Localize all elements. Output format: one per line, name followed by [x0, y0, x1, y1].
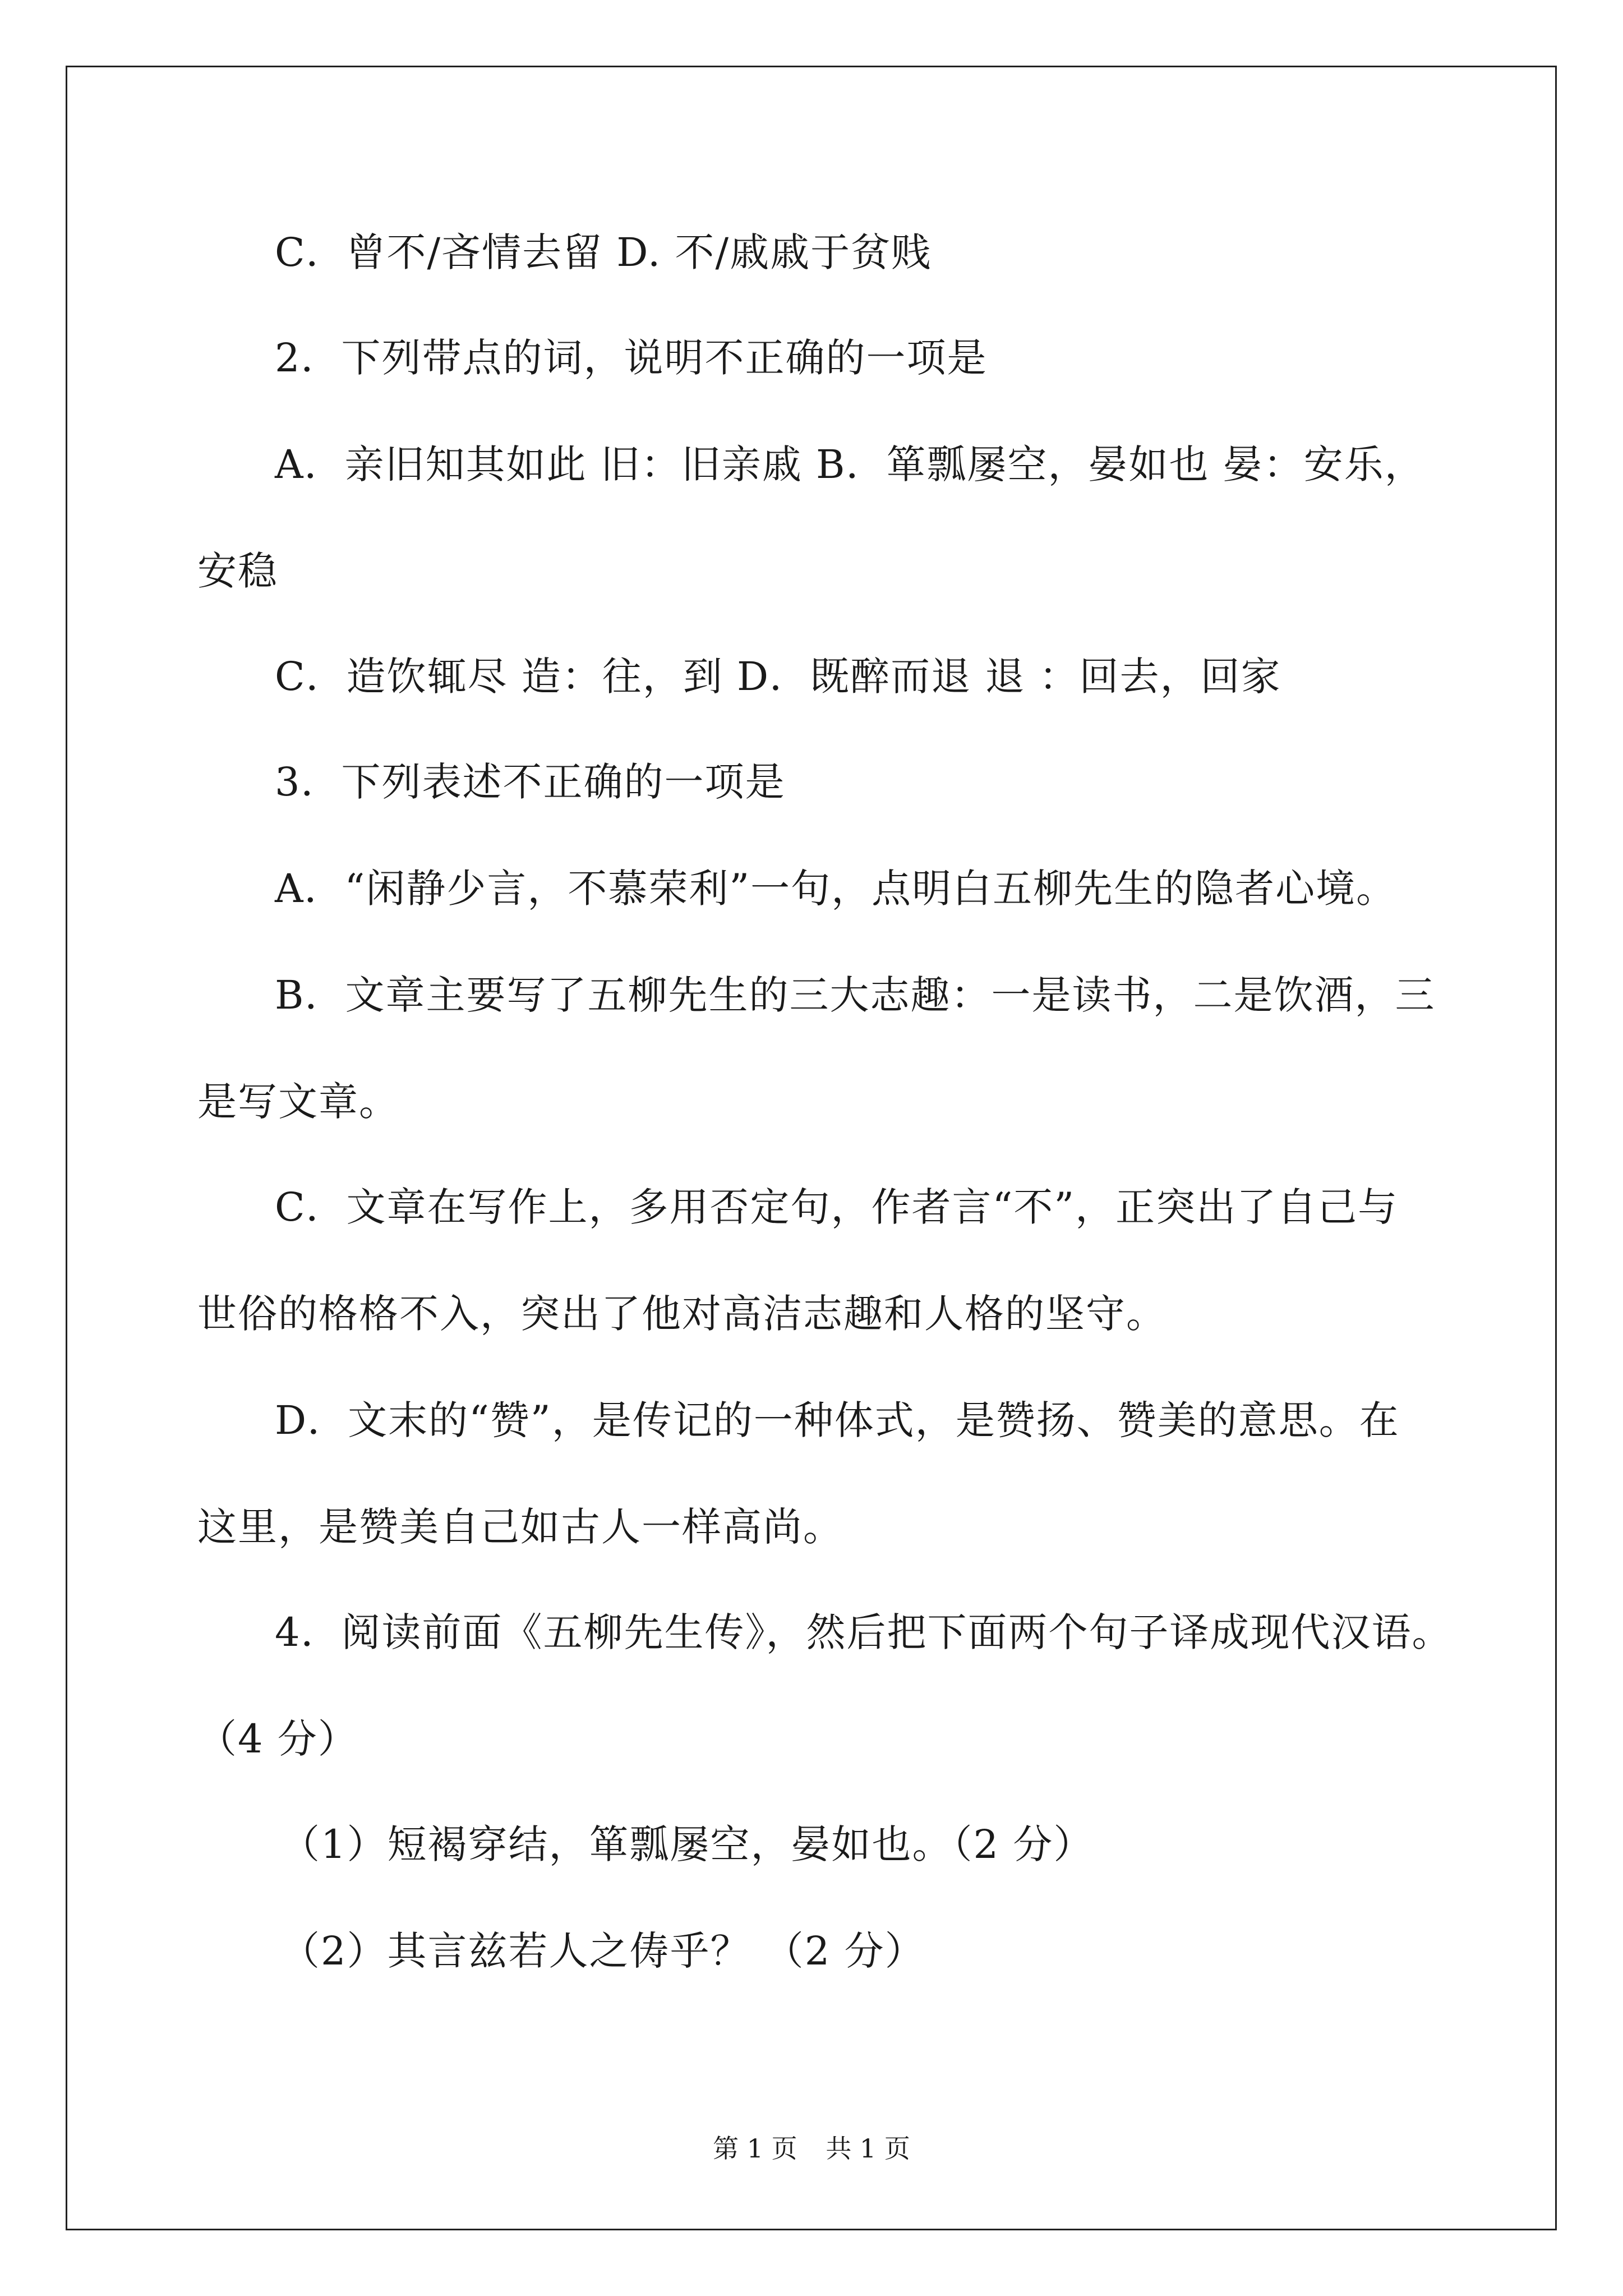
question-3-option-d: D．文末的“赞”，是传记的一种体式，是赞扬、赞美的意思。在 [275, 1397, 1400, 1443]
question-4-sentence-1: （1）短褐穿结，箪瓢屡空，晏如也。（2 分） [280, 1821, 1094, 1867]
question-4-points: （4 分） [197, 1716, 358, 1762]
question-3-option-b: B．文章主要写了五柳先生的三大志趣：一是读书，二是饮酒，三 [275, 972, 1436, 1018]
question-3-option-d-cont: 这里，是赞美自己如古人一样高尚。 [197, 1504, 843, 1550]
question-3-stem: 3．下列表述不正确的一项是 [275, 759, 786, 805]
question-3-option-a: A．“闲静少言，不慕荣利”一句，点明白五柳先生的隐者心境。 [275, 866, 1397, 912]
page-footer [0, 2132, 1623, 2165]
question-2-options-c-d: C．造饮辄尽 造：往，到 D．既醉而退 退 ：回去，回家 [275, 654, 1281, 700]
question-3-option-b-cont: 是写文章。 [197, 1079, 399, 1125]
question-2-stem: 2．下列带点的词，说明不正确的一项是 [275, 335, 988, 381]
text-line-option-c-d-q1: C．曾不/吝情去留 D. 不/戚戚于贫贱 [275, 229, 932, 275]
page-number-total: 共 1 页 [826, 2133, 910, 2164]
question-4-sentence-2: （2）其言兹若人之俦乎？ （2 分） [280, 1928, 925, 1974]
question-2-options-a-b-cont: 安稳 [197, 548, 278, 594]
question-4-stem: 4．阅读前面《五柳先生传》，然后把下面两个句子译成现代汉语。 [275, 1609, 1453, 1655]
question-2-options-a-b: A．亲旧知其如此 旧：旧亲戚 B．箪瓢屡空，晏如也 晏：安乐， [275, 441, 1425, 487]
page-number-current: 第 1 页 [713, 2133, 797, 2164]
question-3-option-c-cont: 世俗的格格不入，突出了他对高洁志趣和人格的坚守。 [197, 1291, 1166, 1337]
question-3-option-c: C．文章在写作上，多用否定句，作者言“不”，正突出了自己与 [275, 1184, 1399, 1230]
